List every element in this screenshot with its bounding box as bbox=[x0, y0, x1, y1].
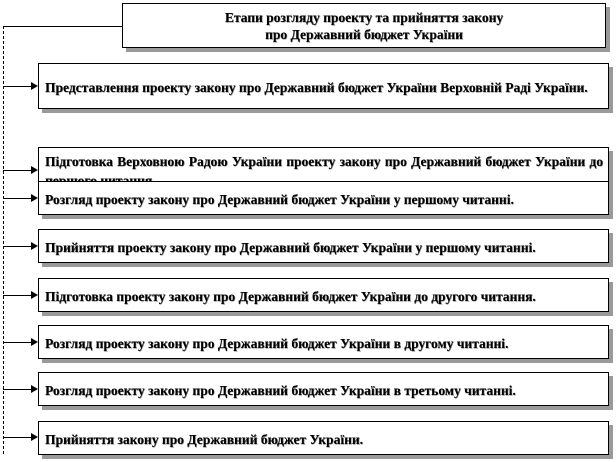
title-connector-line bbox=[3, 26, 122, 27]
stage-box-4 bbox=[38, 229, 609, 263]
stage-connector-8 bbox=[3, 437, 31, 438]
arrow-right-icon bbox=[31, 242, 38, 250]
arrow-right-icon bbox=[31, 82, 38, 90]
arrow-right-icon bbox=[31, 166, 38, 174]
stage-text-7: Розгляд проекту закону про Державний бюджет України в третьому читанні. bbox=[45, 382, 516, 398]
stage-box-3 bbox=[38, 181, 609, 215]
stage-text-6: Розгляд проекту закону про Державний бюджет України в другому читанні. bbox=[45, 335, 509, 351]
arrow-right-icon bbox=[31, 291, 38, 299]
arrow-right-icon bbox=[31, 385, 38, 393]
stage-connector-4 bbox=[3, 246, 31, 247]
stage-text-3: Розгляд проекту закону про Державний бюджет України у першому читанні. bbox=[45, 191, 514, 207]
stage-text-8: Прийняття закону про Державний бюджет України. bbox=[45, 431, 363, 447]
diagram-title-line-1: Етапи розгляду проекту та прийняття закону bbox=[224, 9, 504, 25]
stage-text-5: Підготовка проекту закону про Державний бюджет України до другого читання. bbox=[45, 288, 536, 304]
arrow-right-icon bbox=[31, 338, 38, 346]
stage-connector-6 bbox=[3, 342, 31, 343]
arrow-right-icon bbox=[31, 194, 38, 202]
stage-text-1: Представлення проекту закону про Державний бюджет України Верховній Раді України. bbox=[45, 79, 588, 95]
stage-box-1 bbox=[38, 63, 609, 109]
stage-box-6 bbox=[38, 325, 609, 359]
stage-connector-5 bbox=[3, 295, 31, 296]
diagram-title-box bbox=[122, 3, 606, 48]
stage-connector-2 bbox=[3, 170, 31, 171]
stage-text-2: Підготовка Верховною Радою України проекту закону про Державний бюджет України до bbox=[45, 154, 603, 169]
stage-connector-1 bbox=[3, 86, 31, 87]
diagram-title-line-2: про Державний бюджет України bbox=[265, 26, 463, 42]
stage-box-8 bbox=[38, 421, 609, 455]
stage-box-7 bbox=[38, 372, 609, 406]
stage-connector-3 bbox=[3, 198, 31, 199]
stage-connector-7 bbox=[3, 389, 31, 390]
stage-text-4: Прийняття проекту закону про Державний бюджет України у першому читанні. bbox=[45, 239, 536, 255]
arrow-right-icon bbox=[31, 433, 38, 441]
stage-box-5 bbox=[38, 278, 609, 312]
